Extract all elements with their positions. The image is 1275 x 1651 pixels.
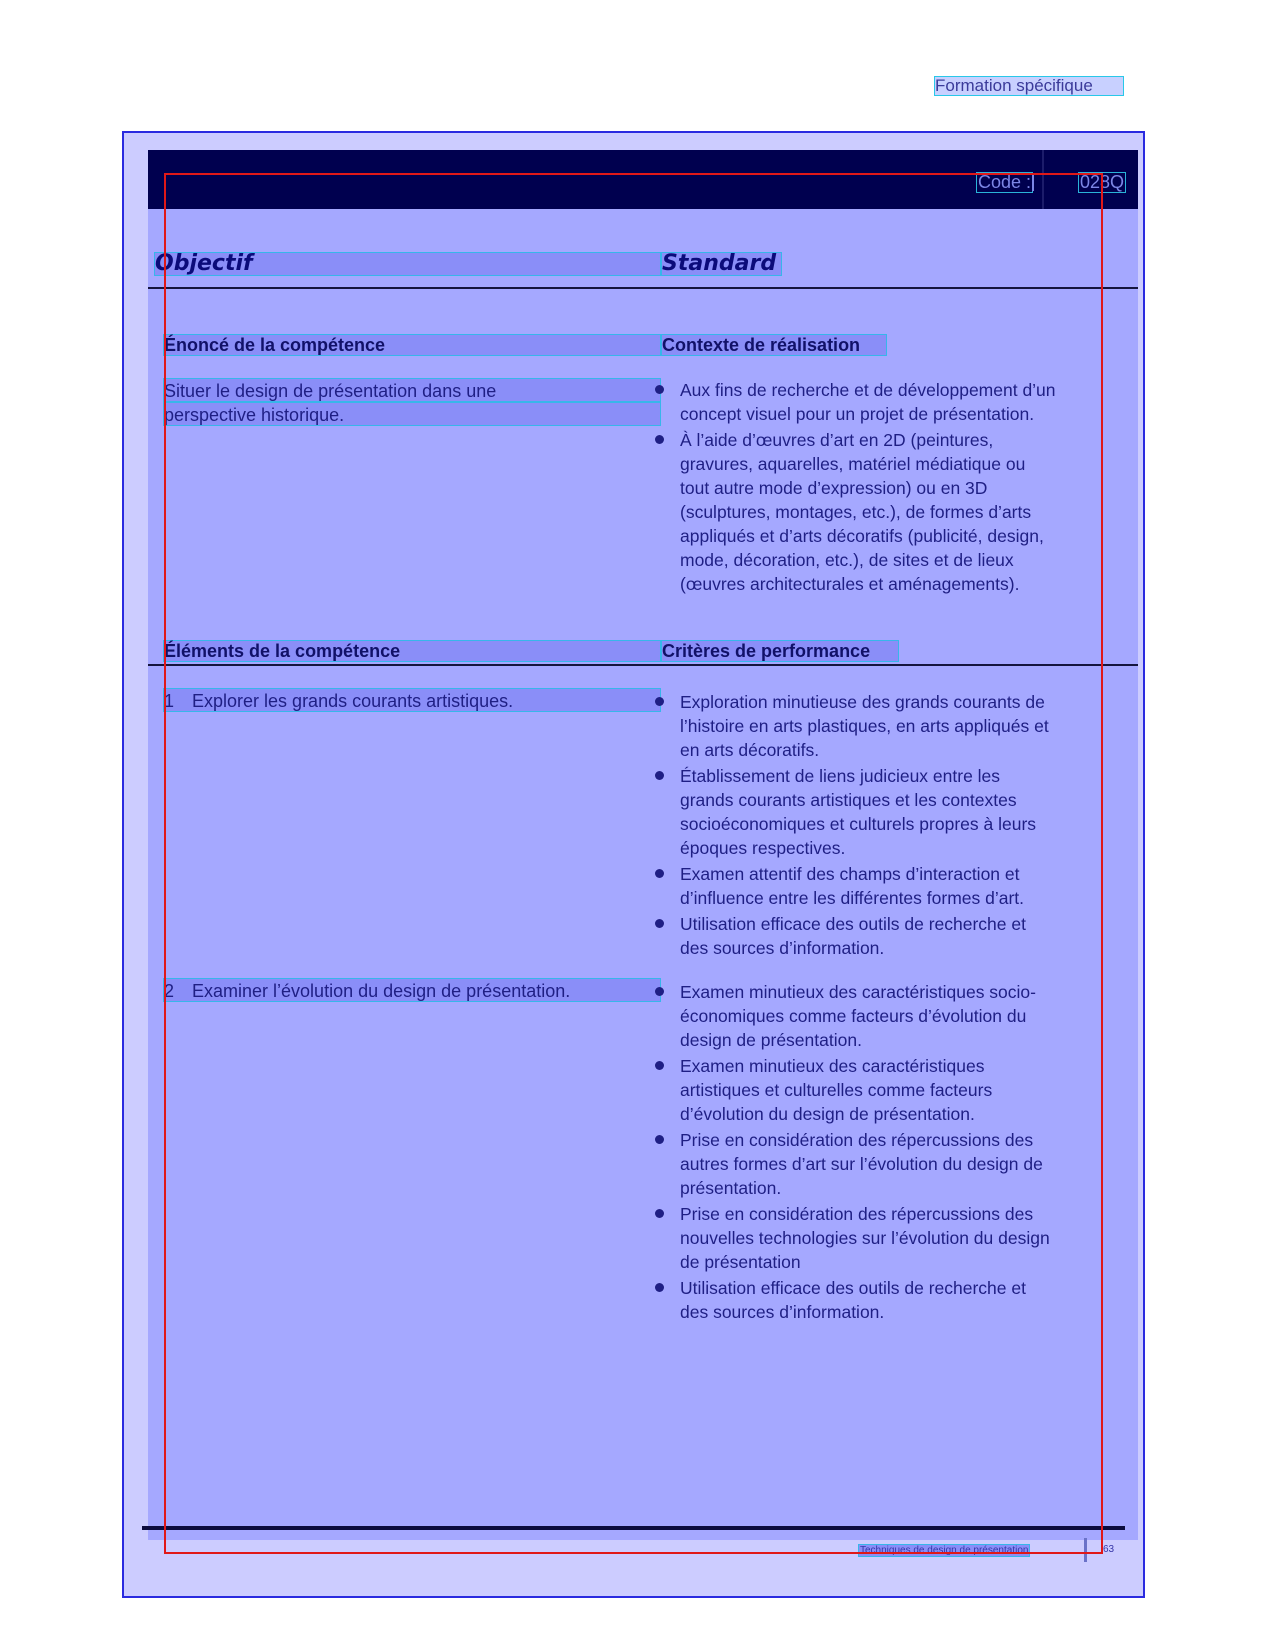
criterion-bullet: Examen minutieux des caractéristiques artistiques et culturelles comme facteurs d’évolution du design de présentation. [655, 1054, 1125, 1126]
column-title-standard: Standard [661, 252, 782, 276]
criterion-bullet: Examen attentif des champs d’interaction et d’influence entre les différentes formes d’art. [655, 862, 1125, 910]
competency-statement-line: perspective historique. [163, 402, 661, 426]
bullet-icon [655, 919, 664, 928]
bullet-icon [655, 1283, 664, 1292]
element-number: 2 [164, 981, 175, 1001]
criterion-bullet: Utilisation efficace des outils de recherche et des sources d’information. [655, 912, 1125, 960]
context-heading: Contexte de réalisation [661, 334, 887, 356]
competency-statement-line: Situer le design de présentation dans une [163, 378, 661, 402]
performance-criteria-list [655, 690, 1125, 962]
element-text: Explorer les grands courants artistiques. [192, 691, 514, 711]
title-rule [148, 287, 1138, 289]
footer-separator [1084, 1538, 1087, 1562]
context-bullet: Aux fins de recherche et de développement d’un concept visuel pour un projet de présentation. [655, 378, 1125, 426]
bullet-icon [655, 697, 664, 706]
context-bullet: À l’aide d’œuvres d’art en 2D (peintures, gravures, aquarelles, matériel médiatique ou tout autre mode d’expression) ou en 3D (sculptures, montages, etc.), de formes d’arts appliqués et d’arts décoratifs (publicité, design, mode, décoration, etc.), de sites et de lieux (œuvres architecturales et aménagements). [655, 428, 1125, 596]
criterion-bullet: Utilisation efficace des outils de recherche et des sources d’information. [655, 1276, 1125, 1324]
element-number: 1 [164, 691, 175, 711]
criterion-bullet: Prise en considération des répercussions des nouvelles technologies sur l’évolution du design de présentation [655, 1202, 1125, 1274]
footer-program-name: Techniques de design de présentation [860, 1545, 1029, 1556]
criterion-bullet: Examen minutieux des caractéristiques socio- économiques comme facteurs d’évolution du design de présentation. [655, 980, 1125, 1052]
bullet-icon [655, 1061, 664, 1070]
criterion-bullet: Établissement de liens judicieux entre les grands courants artistiques et les contextes socioéconomiques et culturels propres à leurs époques respectives. [655, 764, 1125, 860]
code-label: Code : [978, 172, 1032, 192]
bullet-icon [655, 869, 664, 878]
bullet-icon [655, 987, 664, 996]
competency-elements-heading: Éléments de la compétence [163, 640, 661, 662]
performance-criteria-list [655, 980, 1125, 1326]
competency-statement-heading: Énoncé de la compétence [163, 334, 661, 356]
code-separator [1032, 173, 1034, 191]
bullet-icon [655, 1209, 664, 1218]
section-rule [148, 664, 1138, 666]
performance-criteria-heading: Critères de performance [661, 640, 899, 662]
criterion-bullet: Exploration minutieuse des grands courants de l’histoire en arts plastiques, en arts appliqués et en arts décoratifs. [655, 690, 1125, 762]
context-list [655, 378, 1125, 598]
bullet-icon [655, 435, 664, 444]
element-text: Examiner l’évolution du design de présentation. [192, 981, 571, 1001]
bullet-icon [655, 771, 664, 780]
bullet-icon [655, 385, 664, 394]
competency-element [163, 688, 661, 712]
bullet-icon [655, 1135, 664, 1144]
footer-rule [142, 1526, 1125, 1530]
page-number: 63 [1103, 1544, 1115, 1555]
running-header: Formation spécifique [934, 76, 1124, 96]
column-title-objectif: Objectif [154, 252, 661, 276]
criterion-bullet: Prise en considération des répercussions des autres formes d’art sur l’évolution du design de présentation. [655, 1128, 1125, 1200]
competency-element [163, 978, 661, 1002]
code-value: 028Q [1080, 172, 1125, 192]
code-bar-divider [1042, 150, 1044, 209]
